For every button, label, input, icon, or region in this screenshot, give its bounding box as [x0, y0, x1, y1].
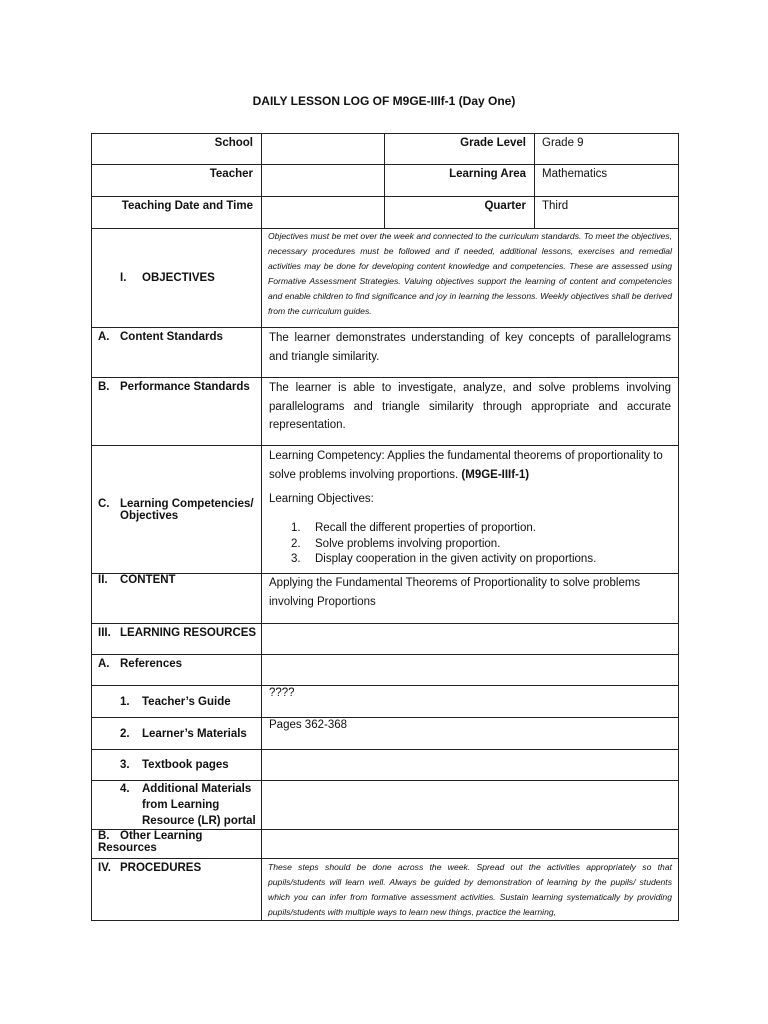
additional-materials-label-3: Resource (LR) portal [142, 815, 256, 827]
row-textbook-pages [92, 750, 679, 781]
row-additional-materials [92, 781, 679, 830]
lesson-log-table [91, 133, 679, 921]
list-item: 2. Solve problems involving proportion. [291, 537, 501, 550]
quarter-value[interactable]: Third [535, 197, 679, 229]
row-school [92, 134, 679, 165]
content-standards-heading [92, 328, 262, 378]
list-item: 3. Display cooperation in the given activity on proportions. [291, 553, 597, 565]
competencies-body [262, 446, 679, 574]
content-heading [92, 574, 262, 624]
row-teachers-guide [92, 686, 679, 718]
content-label: CONTENT [120, 574, 176, 586]
learners-materials-heading [92, 718, 262, 750]
additional-materials-num: 4. [120, 783, 130, 795]
other-resources-heading [92, 830, 262, 859]
competencies-label-2: Objectives [120, 509, 179, 522]
additional-materials-label-2: from Learning [142, 799, 220, 811]
learning-resources-heading [92, 624, 262, 655]
content-num: II. [98, 574, 108, 586]
teaching-date-value[interactable] [262, 197, 385, 229]
learning-area-label: Learning Area [385, 165, 535, 197]
row-date [92, 197, 679, 229]
teachers-guide-heading [92, 686, 262, 718]
other-resources-label: Other Learning Resources [98, 830, 203, 854]
performance-standards-text: The learner is able to investigate, analyze, and solve problems involving parallelograms and triangle similarity through appropriate and accurate representation. [262, 378, 679, 446]
additional-materials-label-1: Additional Materials [142, 783, 252, 795]
learners-materials-label: Learner’s Materials [142, 727, 247, 740]
learning-resources-value[interactable] [262, 624, 679, 655]
objectives-num: I. [120, 272, 127, 284]
textbook-pages-heading [92, 750, 262, 781]
row-teacher [92, 165, 679, 197]
learners-materials-value[interactable]: Pages 362-368 [262, 718, 679, 750]
textbook-pages-label: Textbook pages [142, 759, 229, 771]
other-resources-value[interactable] [262, 830, 679, 859]
competencies-num: C. [98, 497, 110, 510]
procedures-label: PROCEDURES [120, 862, 202, 874]
row-performance-standards [92, 378, 679, 446]
learning-objectives-heading: Learning Objectives: [269, 493, 374, 505]
content-text: Applying the Fundamental Theorems of Proportionality to solve problems involving Proportions [262, 574, 679, 624]
teachers-guide-value[interactable]: ???? [262, 686, 679, 718]
content-standards-text: The learner demonstrates understanding of key concepts of parallelograms and triangle similarity. [262, 328, 679, 378]
row-procedures [92, 859, 679, 921]
teachers-guide-num: 1. [120, 695, 130, 708]
learners-materials-num: 2. [120, 727, 130, 740]
objectives-label: OBJECTIVES [142, 272, 215, 284]
teacher-value[interactable] [262, 165, 385, 197]
performance-standards-num: B. [98, 381, 110, 393]
row-references [92, 655, 679, 686]
row-competencies [92, 446, 679, 574]
textbook-pages-value[interactable] [262, 750, 679, 781]
textbook-pages-num: 3. [120, 759, 130, 771]
teaching-date-label: Teaching Date and Time [92, 197, 262, 229]
row-learning-resources [92, 624, 679, 655]
competency-text: Learning Competency: Applies the fundamental theorems of proportionality to solve problems involving proportions. [269, 450, 663, 481]
references-heading [92, 655, 262, 686]
row-other-resources [92, 830, 679, 859]
procedures-heading [92, 859, 262, 921]
procedures-note: These steps should be done across the week. Spread out the activities appropriately so that pupils/students will learn well. Always be guided by demonstration of learning by the pupils/ students which you can infer from formative assessment activities. Sustain learning systematically by providing pupils/students with multiple ways to learn new things, practice the learning, [262, 859, 679, 921]
additional-materials-heading [92, 781, 262, 830]
references-label: References [120, 658, 183, 670]
references-num: A. [98, 658, 110, 670]
teachers-guide-label: Teacher’s Guide [142, 695, 231, 708]
objectives-heading [92, 229, 262, 328]
row-content-standards [92, 328, 679, 378]
content-standards-num: A. [98, 331, 110, 343]
row-learners-materials [92, 718, 679, 750]
quarter-label: Quarter [385, 197, 535, 229]
list-item: 1. Recall the different properties of proportion. [291, 522, 536, 534]
row-content [92, 574, 679, 624]
grade-level-label: Grade Level [385, 134, 535, 165]
performance-standards-heading [92, 378, 262, 446]
grade-level-value[interactable]: Grade 9 [535, 134, 679, 165]
references-value[interactable] [262, 655, 679, 686]
learning-resources-num: III. [98, 627, 111, 639]
learning-resources-label: LEARNING RESOURCES [120, 627, 257, 639]
school-label: School [92, 134, 262, 165]
school-value[interactable] [262, 134, 385, 165]
row-objectives [92, 229, 679, 328]
teacher-label: Teacher [92, 165, 262, 197]
competencies-heading [92, 446, 262, 574]
competency-code: (M9GE-IIIf-1) [461, 468, 530, 481]
procedures-num: IV. [98, 862, 112, 874]
other-resources-num: B. [98, 830, 110, 842]
learning-objectives-list [269, 521, 671, 568]
performance-standards-label: Performance Standards [120, 381, 250, 393]
objectives-note: Objectives must be met over the week and connected to the curriculum standards. To meet the objectives, necessary procedures must be followed and if needed, additional lessons, exercises and remedial activities may be done for developing content knowledge and competencies. These are assessed using Formative Assessment Strategies. Valuing objectives support the learning of content and competencies and enable children to find significance and joy in learning the lessons. Weekly objectives shall be derived from the curriculum guides. [262, 229, 679, 328]
content-standards-label: Content Standards [120, 331, 223, 343]
learning-area-value[interactable]: Mathematics [535, 165, 679, 197]
additional-materials-value[interactable] [262, 781, 679, 830]
competencies-label-1: Learning Competencies/ [120, 497, 254, 510]
document-title: DAILY LESSON LOG OF M9GE-IIIf-1 (Day One) [252, 94, 516, 108]
